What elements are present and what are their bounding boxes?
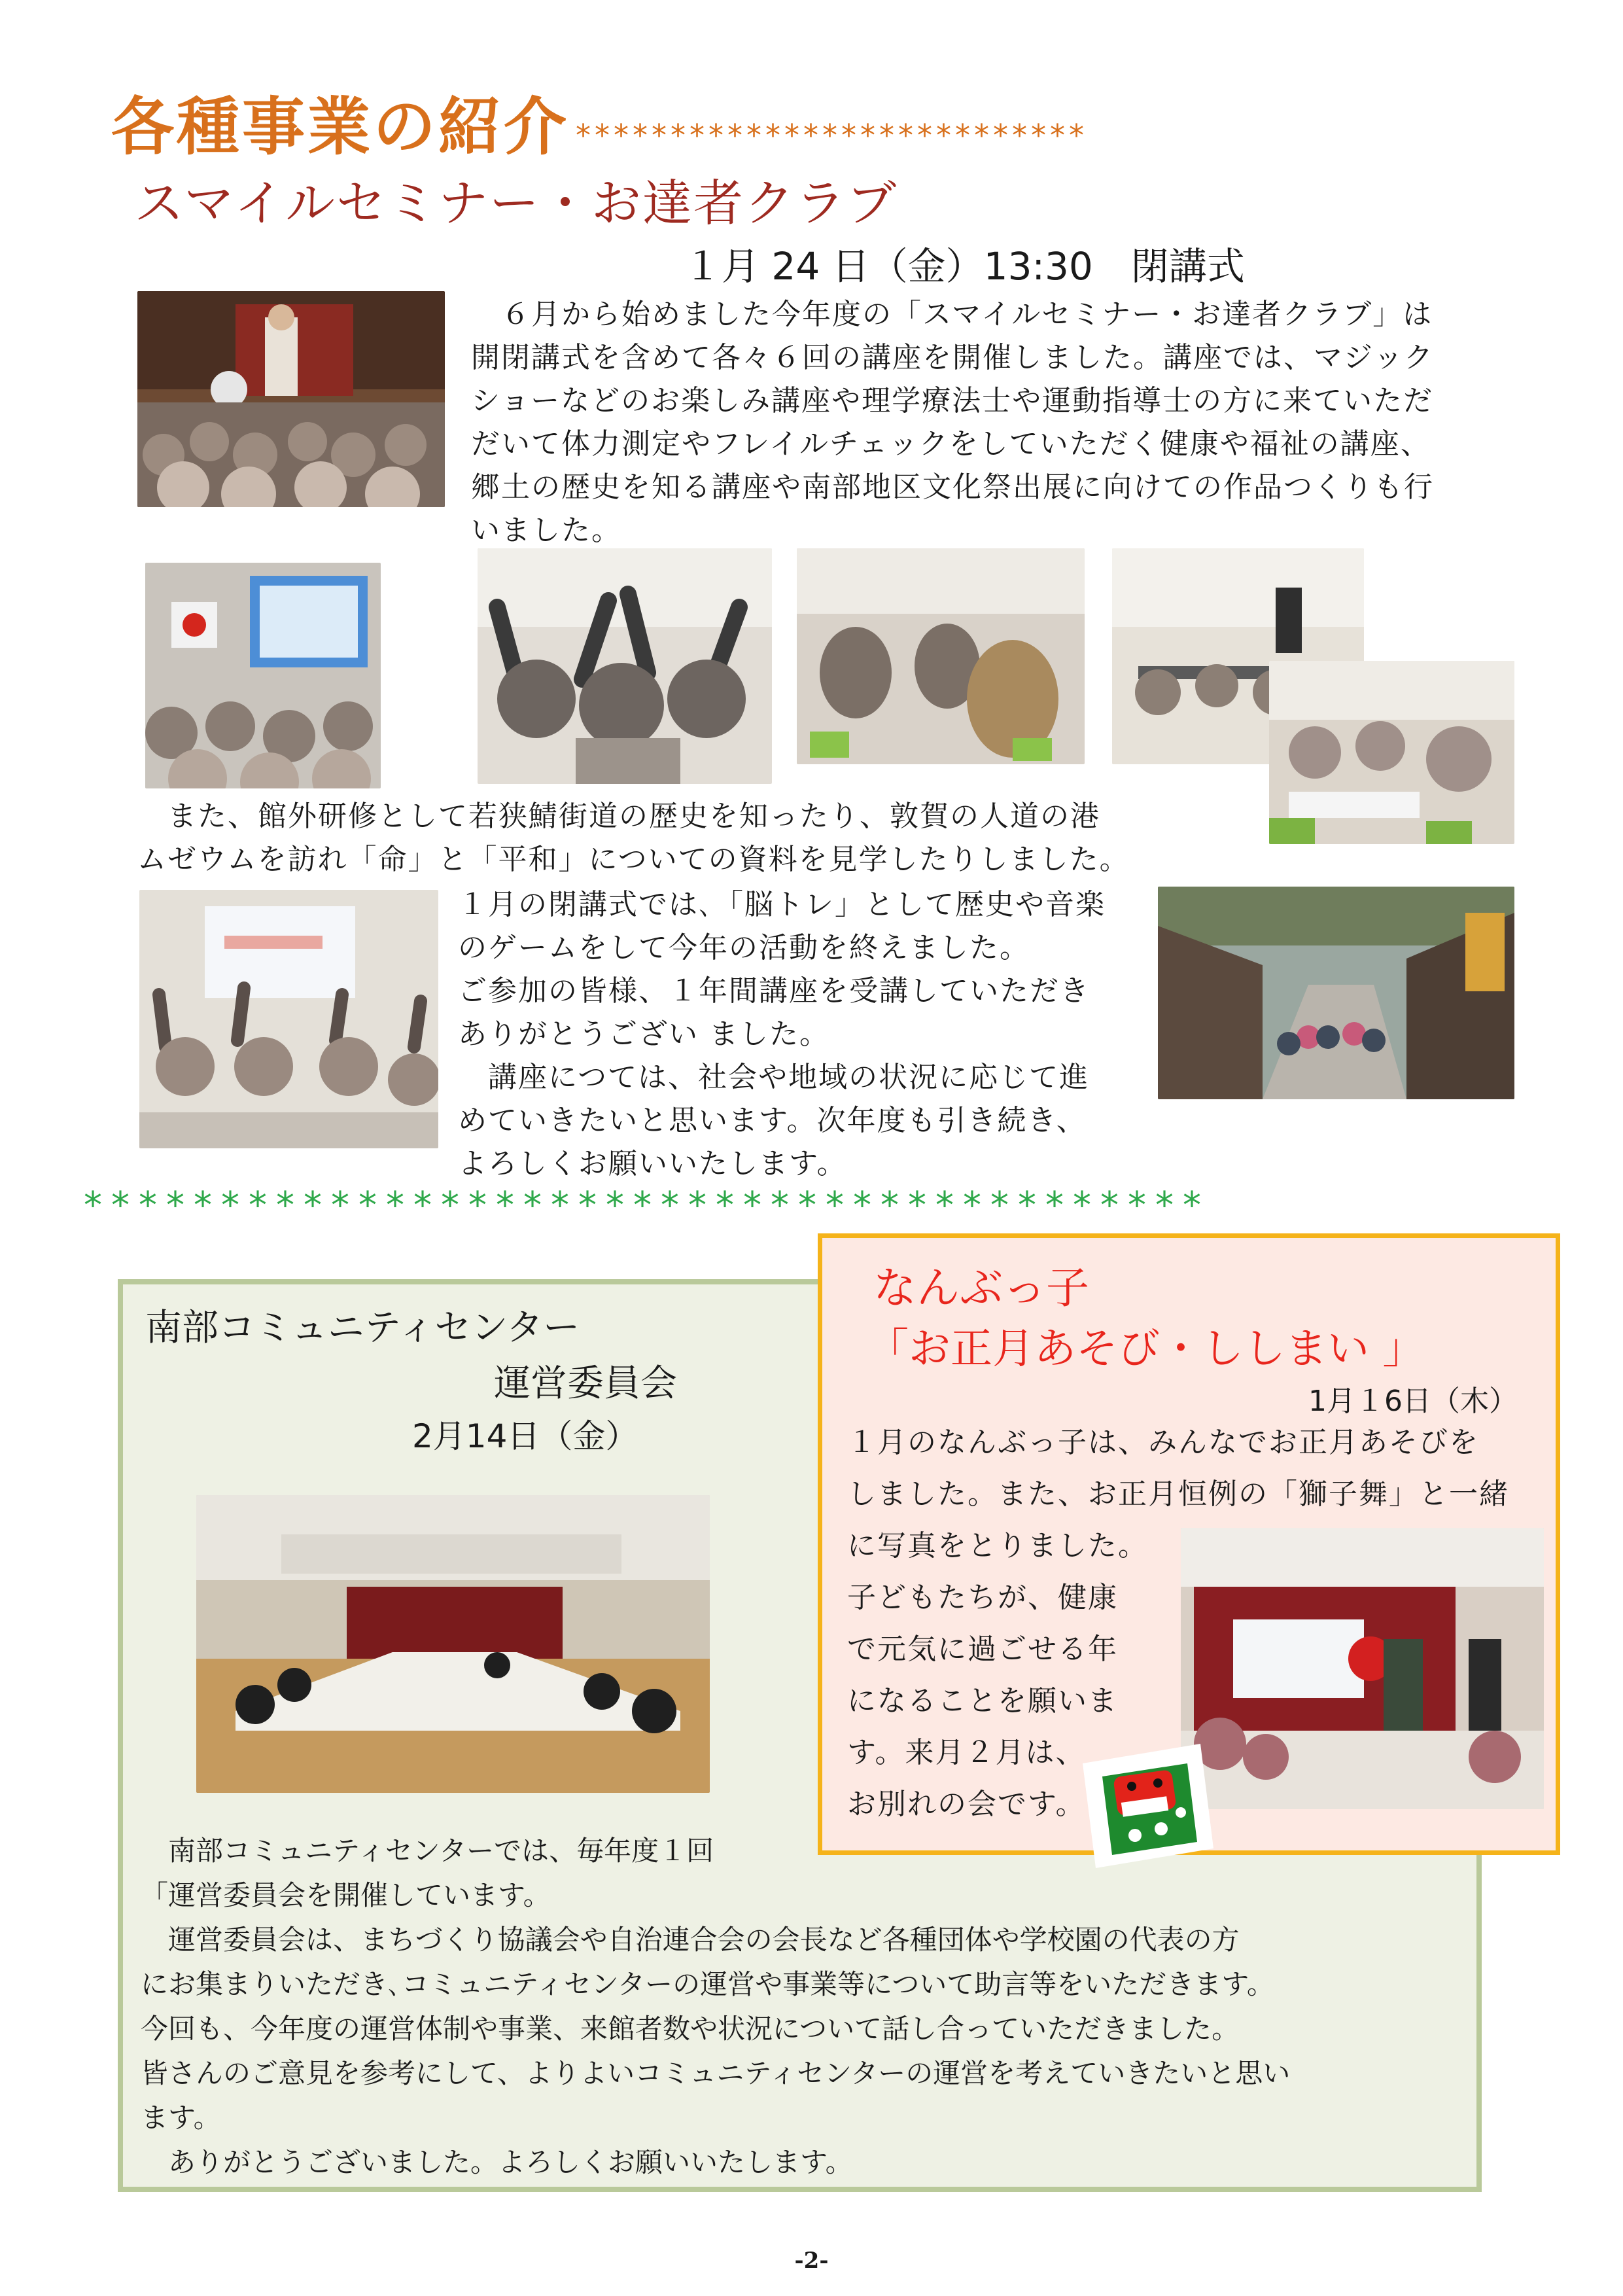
committee-title-line1: 南部コミュニティセンター: [145, 1307, 580, 1349]
closing-line: ご参加の皆様、１年間講座を受講していただき: [458, 974, 1090, 1008]
committee-title-line2: 運営委員会: [494, 1362, 677, 1405]
committee-line: 運営委員会は、まちづくり協議会や自治連合会の会長など各種団体や学校園の代表の方: [141, 1924, 1240, 1956]
nanbukko-line: 子どもたちが、健康: [847, 1581, 1118, 1614]
closing-paragraph: [458, 883, 1164, 1186]
committee-meeting-photo: [196, 1495, 710, 1793]
intro-line: だいて体力測定やフレイルチェックをしていただく健康や福祉の講座、: [471, 427, 1431, 461]
nanbukko-line: に写真をとりました。: [847, 1529, 1148, 1563]
intro-line: ショーなどのお楽しみ講座や理学療法士や運動指導士の方に来ていただ: [471, 384, 1434, 417]
exercise-photo-1: [478, 548, 772, 784]
committee-line: ありがとうございました。よろしくお願いいたします。: [141, 2146, 853, 2178]
page-number: -2-: [794, 2248, 829, 2274]
closing-line: めていきたいと思います。次年度も引き続き、: [458, 1104, 1087, 1137]
closing-ceremony-photo: [139, 890, 438, 1148]
seminar-intro: [471, 293, 1518, 552]
nanbukko-line: で元気に過ごせる年: [847, 1633, 1118, 1666]
nanbukko-line: す。来月２月は、: [847, 1736, 1086, 1769]
section-title: 各種事業の紹介: [111, 90, 569, 164]
nanbukko-line: しました。また、お正月恒例の「獅子舞」と一緒: [847, 1477, 1509, 1511]
magic-show-photo: [137, 291, 445, 507]
intro-line: 開閉講式を含めて各々６回の講座を開催しました。講座では、マジック: [471, 341, 1434, 374]
committee-line: 「運営委員会を開催しています。: [141, 1879, 551, 1911]
fitness-check-photo-2: [1269, 661, 1514, 844]
committee-date: 2月14日（金）: [412, 1417, 638, 1455]
intro-line: いました。: [471, 514, 621, 547]
committee-body: [141, 1829, 1469, 2185]
intro-line: 郷土の歴史を知る講座や南部地区文化祭出展に向けての作品つくりも行: [471, 470, 1434, 504]
closing-line: １月の閉講式では､「脳トレ」として歴史や音楽: [458, 888, 1106, 921]
seminar-date: １月 24 日（金）13:30 閉講式: [684, 244, 1245, 289]
committee-line: ます。: [141, 2102, 221, 2134]
nanbukko-line: お別れの会です。: [847, 1788, 1086, 1821]
shishimai-illustration: [1076, 1737, 1220, 1875]
nanbukko-line: になることを願いま: [847, 1684, 1118, 1718]
committee-line: にお集まりいただき､コミュニティセンターの運営や事業等について助言等をいただきます。: [141, 1968, 1274, 2000]
committee-line: 今回も、今年度の運営体制や事業、来館者数や状況について話し合っていただきました。: [141, 2013, 1240, 2045]
title-stars-decoration: ***************************: [576, 118, 1088, 153]
shishimai-photo: [1181, 1528, 1544, 1809]
nanbukko-title: なんぶっ子: [873, 1263, 1089, 1313]
lecture-screen-photo: [145, 563, 381, 788]
nanbukko-subtitle: 「お正月あそび・ししまい 」: [867, 1325, 1425, 1373]
intro-line: ６月から始めました今年度の「スマイルセミナー・お達者クラブ」は: [471, 298, 1433, 331]
committee-line: 皆さんのご意見を参考にして、よりよいコミュニティセンターの運営を考えていきたいと思い: [141, 2057, 1291, 2089]
trip-line: また、館外研修として若狭鯖街道の歴史を知ったり、敦賀の人道の港: [137, 800, 1100, 833]
nanbukko-line: １月のなんぶっ子は、みんなでお正月あそびを: [847, 1426, 1479, 1459]
nanbukko-date: 1月１6日（木）: [1308, 1385, 1518, 1418]
trip-line: ムゼウムを訪れ「命」と「平和」についての資料を見学したりしました。: [137, 843, 1130, 876]
committee-line: 南部コミュニティセンターでは、毎年度１回: [141, 1835, 714, 1867]
closing-line: よろしくお願いいたします。: [458, 1147, 847, 1180]
closing-line: ありがとうござい ました。: [458, 1017, 829, 1051]
old-street-trip-photo: [1158, 887, 1514, 1099]
section-divider: *****************************************: [84, 1184, 1210, 1227]
seminar-subtitle: スマイルセミナー・お達者クラブ: [134, 174, 898, 232]
exercise-photo-2: [797, 548, 1085, 764]
closing-line: のゲームをして今年の活動を終えました。: [458, 931, 1030, 964]
trip-paragraph: [137, 795, 1276, 881]
closing-line: 講座につては、社会や地域の状況に応じて進: [458, 1061, 1090, 1094]
